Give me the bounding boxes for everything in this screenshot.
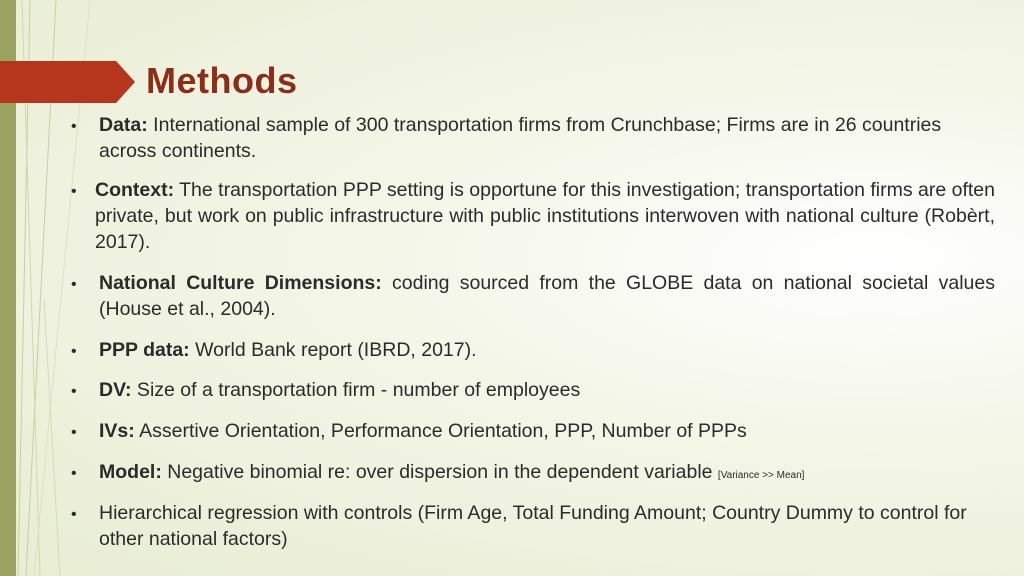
page-title: Methods xyxy=(146,60,298,101)
bullet-hierarchical-regression xyxy=(99,500,995,552)
bullet-dv xyxy=(99,377,995,403)
bullet-dot: • xyxy=(71,383,77,400)
bullet-text: World Bank report (IBRD, 2017). xyxy=(189,339,477,361)
bullet-text: The transportation PPP setting is opportune for this investigation; transportation firms are often private, but work on public infrastructure with public institutions interwoven with national culture (Robèrt, 2017). xyxy=(95,179,995,253)
bullet-culture-dimensions xyxy=(99,270,995,322)
bullet-dot: • xyxy=(71,343,77,360)
bullet-label: IVs: xyxy=(99,420,135,442)
bullet-label: DV: xyxy=(99,379,132,401)
bullet-ppp-data xyxy=(99,337,995,363)
bullet-label: Data: xyxy=(99,114,148,136)
bullet-text: International sample of 300 transportation firms from Crunchbase; Firms are in 26 countries across continents. xyxy=(99,114,942,162)
bullet-text: Size of a transportation firm - number of employees xyxy=(131,379,581,401)
bullet-ivs xyxy=(99,418,995,444)
bullet-label: Context: xyxy=(95,179,175,201)
bullet-text: coding sourced from the GLOBE data on national societal values (House et al., 2004). xyxy=(99,272,995,320)
bullet-data xyxy=(99,112,995,164)
bullet-dot: • xyxy=(71,118,77,135)
bullet-text: Negative binomial re: over dispersion in the dependent variable xyxy=(161,461,718,483)
bullet-label: PPP data: xyxy=(99,339,190,361)
bullet-model xyxy=(99,459,995,489)
bullet-dot: • xyxy=(71,506,77,523)
bullet-label: National Culture Dimensions: xyxy=(99,272,382,294)
bullet-context xyxy=(95,177,995,255)
bullet-text: Hierarchical regression with controls (Firm Age, Total Funding Amount; Country Dummy to control for other national factors) xyxy=(99,502,967,550)
bullet-dot: • xyxy=(71,424,77,441)
bullet-note: [Variance >> Mean] xyxy=(717,470,805,481)
bullet-text: Assertive Orientation, Performance Orientation, PPP, Number of PPPs xyxy=(134,420,747,442)
bullet-dot: • xyxy=(71,465,77,482)
bullet-dot: • xyxy=(71,183,77,200)
bullet-dot: • xyxy=(71,276,77,293)
bullet-label: Model: xyxy=(99,461,162,483)
title-arrow-shape xyxy=(0,61,135,103)
